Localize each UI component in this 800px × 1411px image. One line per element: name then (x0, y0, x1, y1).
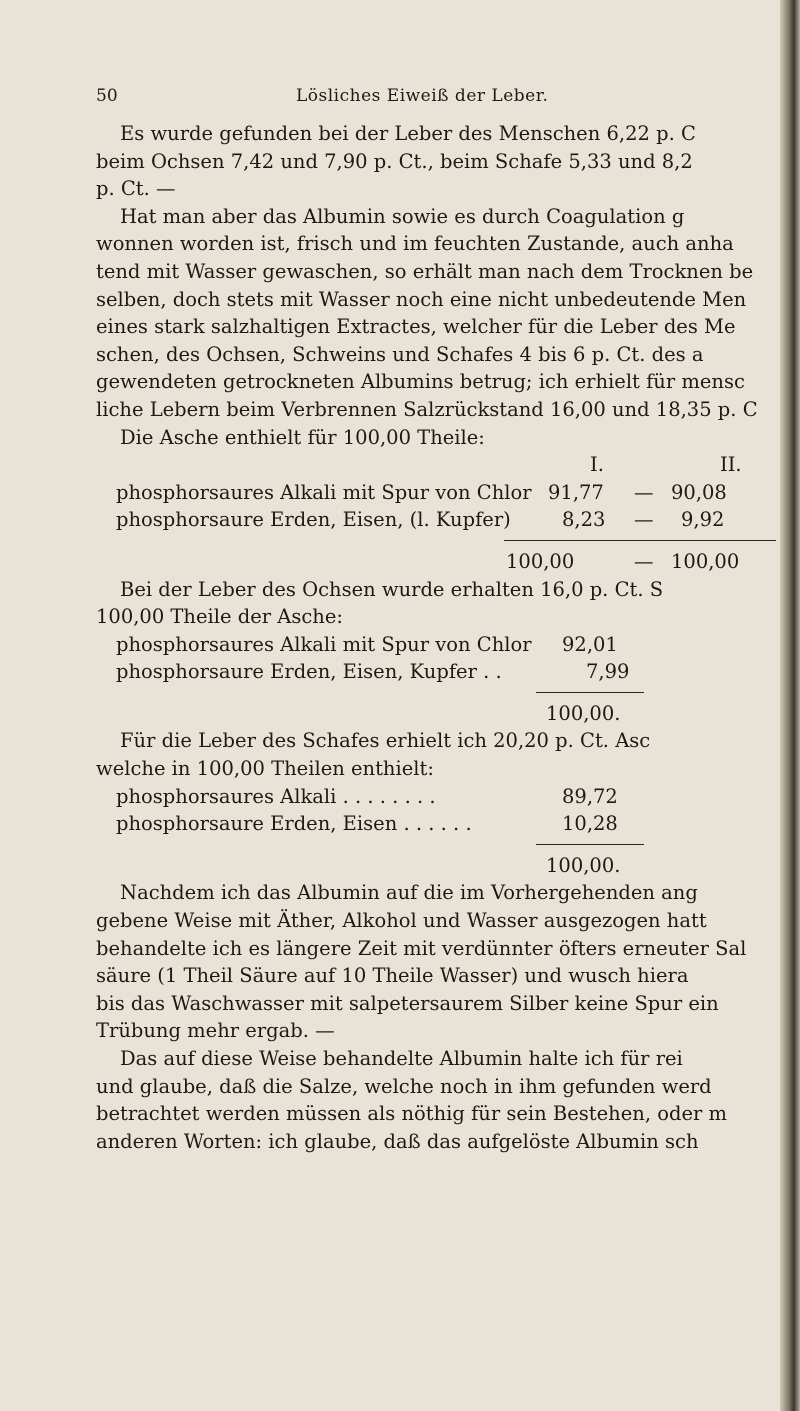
text-line: p. Ct. — (96, 177, 176, 201)
text-line: liche Lebern beim Verbrennen Salzrückstand 16,00 und 18,35 p. C (96, 397, 758, 421)
sum-rule (536, 692, 644, 694)
dash: — (634, 549, 654, 573)
text-line: gewendeten getrockneten Albumins betrug; ich erhielt für mensc (96, 370, 745, 394)
column-header-I: I. (590, 453, 604, 477)
row-label: phosphorsaure Erden, Eisen . . . . . . (116, 812, 472, 836)
sum-rule (536, 844, 644, 846)
row-label: phosphorsaures Alkali mit Spur von Chlor (116, 632, 532, 656)
text-line: anderen Worten: ich glaube, daß das aufgelöste Albumin sch (96, 1129, 699, 1153)
table-total-row (96, 700, 776, 728)
value: 89,72 (562, 784, 618, 808)
rule-row (96, 534, 776, 548)
value-I: 91,77 (548, 480, 604, 504)
total-I: 100,00 (506, 549, 575, 573)
table-row (96, 810, 776, 838)
total: 100,00. (546, 853, 621, 877)
column-header-II: II. (720, 453, 742, 477)
table-row (96, 479, 776, 507)
table-row (96, 783, 776, 811)
table-row (96, 658, 776, 686)
row-label: phosphorsaures Alkali mit Spur von Chlor (116, 480, 532, 504)
text-line: und glaube, daß die Salze, welche noch in ihm gefunden werd (96, 1074, 712, 1098)
table-total-row (96, 548, 776, 576)
text-line: Das auf diese Weise behandelte Albumin halte ich für rei (120, 1047, 683, 1070)
page-body (96, 120, 776, 1155)
text-line: Die Asche enthielt für 100,00 Theile: (120, 425, 485, 449)
text-line: Bei der Leber des Ochsen wurde erhalten 16,0 p. Ct. S (120, 577, 664, 601)
sum-rule (504, 540, 776, 542)
text-line: tend mit Wasser gewaschen, so erhält man nach dem Trocknen be (96, 259, 754, 283)
text-line: Es wurde gefunden bei der Leber des Menschen 6,22 p. C (120, 122, 696, 145)
value: 7,99 (586, 660, 630, 684)
table-row (96, 631, 776, 659)
dash: — (634, 508, 654, 532)
table-row (96, 506, 776, 534)
dash: — (634, 480, 654, 504)
value-II: 90,08 (671, 480, 727, 504)
text-line: eines stark salzhaltigen Extractes, welcher für die Leber des Me (96, 315, 736, 339)
text-line: behandelte ich es längere Zeit mit verdünnter öfters erneuter Sal (96, 936, 747, 960)
total-II: 100,00 (671, 549, 740, 573)
text-line: welche in 100,00 Theilen enthielt: (96, 757, 434, 781)
table-total-row (96, 852, 776, 880)
binding-edge (780, 0, 800, 1411)
row-label: phosphorsaure Erden, Eisen, Kupfer . . (116, 660, 502, 684)
text-line: Für die Leber des Schafes erhielt ich 20,20 p. Ct. Asc (120, 729, 651, 753)
text-line: selben, doch stets mit Wasser noch eine nicht unbedeutende Men (96, 287, 747, 311)
value-II: 9,92 (681, 508, 725, 532)
page-header (0, 86, 780, 110)
text-line: Nachdem ich das Albumin auf die im Vorhergehenden ang (120, 881, 698, 905)
row-label: phosphorsaure Erden, Eisen, (l. Kupfer) (116, 508, 511, 532)
running-title: Lösliches Eiweiß der Leber. (296, 86, 549, 106)
text-line: säure (1 Theil Säure auf 10 Theile Wasser) und wusch hiera (96, 964, 689, 988)
total: 100,00. (546, 701, 621, 725)
text-line: gebene Weise mit Äther, Alkohol und Wasser ausgezogen hatt (96, 909, 707, 933)
table1-column-headers (96, 451, 776, 479)
rule-row (96, 838, 776, 852)
text-line: wonnen worden ist, frisch und im feuchten Zustande, auch anha (96, 232, 734, 256)
text-line: betrachtet werden müssen als nöthig für sein Bestehen, oder m (96, 1102, 727, 1126)
value-I: 8,23 (562, 508, 606, 532)
text-line: Trübung mehr ergab. — (96, 1019, 335, 1043)
text-line: bis das Waschwasser mit salpetersaurem Silber keine Spur ein (96, 991, 719, 1015)
page-number: 50 (96, 86, 118, 106)
text-line: schen, des Ochsen, Schweins und Schafes 4 bis 6 p. Ct. des a (96, 342, 704, 366)
rule-row (96, 686, 776, 700)
row-label: phosphorsaures Alkali . . . . . . . . (116, 784, 436, 808)
text-line: Hat man aber das Albumin sowie es durch Coagulation g (120, 204, 685, 228)
value: 92,01 (562, 632, 618, 656)
text-line: 100,00 Theile der Asche: (96, 605, 343, 629)
value: 10,28 (562, 812, 618, 836)
text-line: beim Ochsen 7,42 und 7,90 p. Ct., beim Schafe 5,33 und 8,2 (96, 149, 693, 173)
